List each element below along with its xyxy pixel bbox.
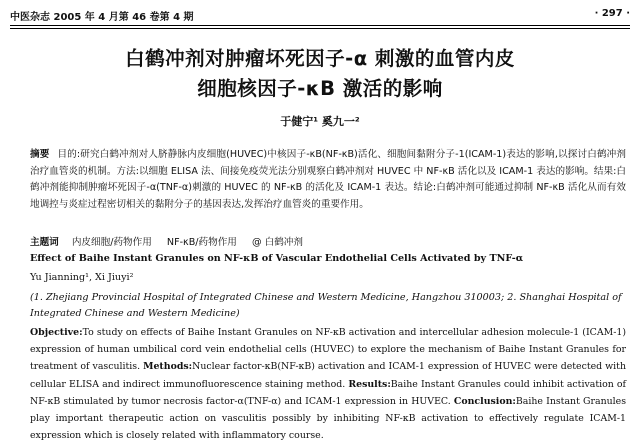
keywords-chinese — [30, 234, 315, 248]
results-label: Results: — [348, 378, 391, 390]
running-header — [10, 8, 630, 24]
objective-text: To study on effects of Baihe Instant Granules on NF-κB activation and intercellular adhesion molecule-1 (ICAM-1) expression of human umbilical cord vein endothelial cells (HUVEC) to explore the mechanism of Baihe Instant Granules for treatment of vasculitis. — [30, 327, 626, 373]
keywords-label: 主题词 — [30, 237, 59, 248]
abstract-label: 摘要 — [30, 149, 50, 160]
conclusion-text: Baihe Instant Granules play important therapeutic action on vasculitis possibly by inhibiting NF-κB activation to effectively regulate ICAM-1 expression which is closely related with inflammatory course. — [30, 395, 627, 442]
keyword-item: @ 白鹤冲剂 — [251, 237, 303, 248]
abstract-chinese — [30, 147, 626, 213]
page-number: · 297 · — [594, 8, 630, 19]
results-text: Baihe Instant Granules could inhibit activation of NF-κB stimulated by tumor necrosis factor-α(TNF-α) and ICAM-1 expression in HUVEC. — [30, 378, 626, 407]
article-title-line-2: 细胞核因子-κB 激活的影响 — [197, 77, 443, 100]
methods-label: Methods: — [143, 361, 193, 373]
english-title: Effect of Baihe Instant Granules on NF-κB of Vascular Endothelial Cells Activated by TNF-α — [30, 253, 524, 264]
objective-label: Objective: — [30, 327, 83, 338]
english-affiliation: (1. Zhejiang Provincial Hospital of Integrated Chinese and Western Medicine, Hangzhou 310003; 2. Shanghai Hospital of Integrated Chinese and Western Medicine) — [30, 292, 622, 319]
article-title-line-1: 白鹤冲剂对肿瘤坏死因子-α 刺激的血管内皮 — [125, 47, 515, 70]
conclusion-label: Conclusion: — [453, 395, 516, 407]
authors-chinese: 于健宁¹ 奚九一² — [280, 115, 360, 128]
english-authors: Yu Jianning¹, Xi Jiuyi² — [30, 272, 134, 283]
abstract-text: 目的:研究白鹤冲剂对人脐静脉内皮细胞(HUVEC)中核因子-κB(NF-κB)活化、细胞间黏附分子-1(ICAM-1)表达的影响,以探讨白鹤冲剂治疗血管炎的机制。方法:以细胞 ELISA 法、间接免疫荧光法分别观察白鹤冲剂对 HUVEC 中 NF-κB 活化以及 ICAM-1 表达的影响。结果:白鹤冲剂能抑制肿瘤坏死因子-α(TNF-α)刺激的 HUVEC 的 NF-κB 的活化及 ICAM-1 表达。结论:白鹤冲剂可能通过抑制 NF-κB 活化从而有效地调控与炎症过程密切相关的黏附分子的基因表达,发挥治疗血管炎的重要作用。 — [30, 149, 627, 210]
methods-text: Nuclear factor-κB(NF-κB) activation and ICAM-1 expression of HUVEC were detected with cellular ELISA and indirect immunofluorescence staining method. — [30, 361, 626, 390]
keyword-item: 内皮细胞/药物作用 — [71, 237, 152, 248]
header-rule — [10, 25, 630, 29]
keyword-item: NF-κB/药物作用 — [166, 237, 237, 248]
journal-citation: 中医杂志 2005 年 4 月第 46 卷第 4 期 — [10, 12, 194, 23]
english-abstract — [30, 324, 626, 444]
